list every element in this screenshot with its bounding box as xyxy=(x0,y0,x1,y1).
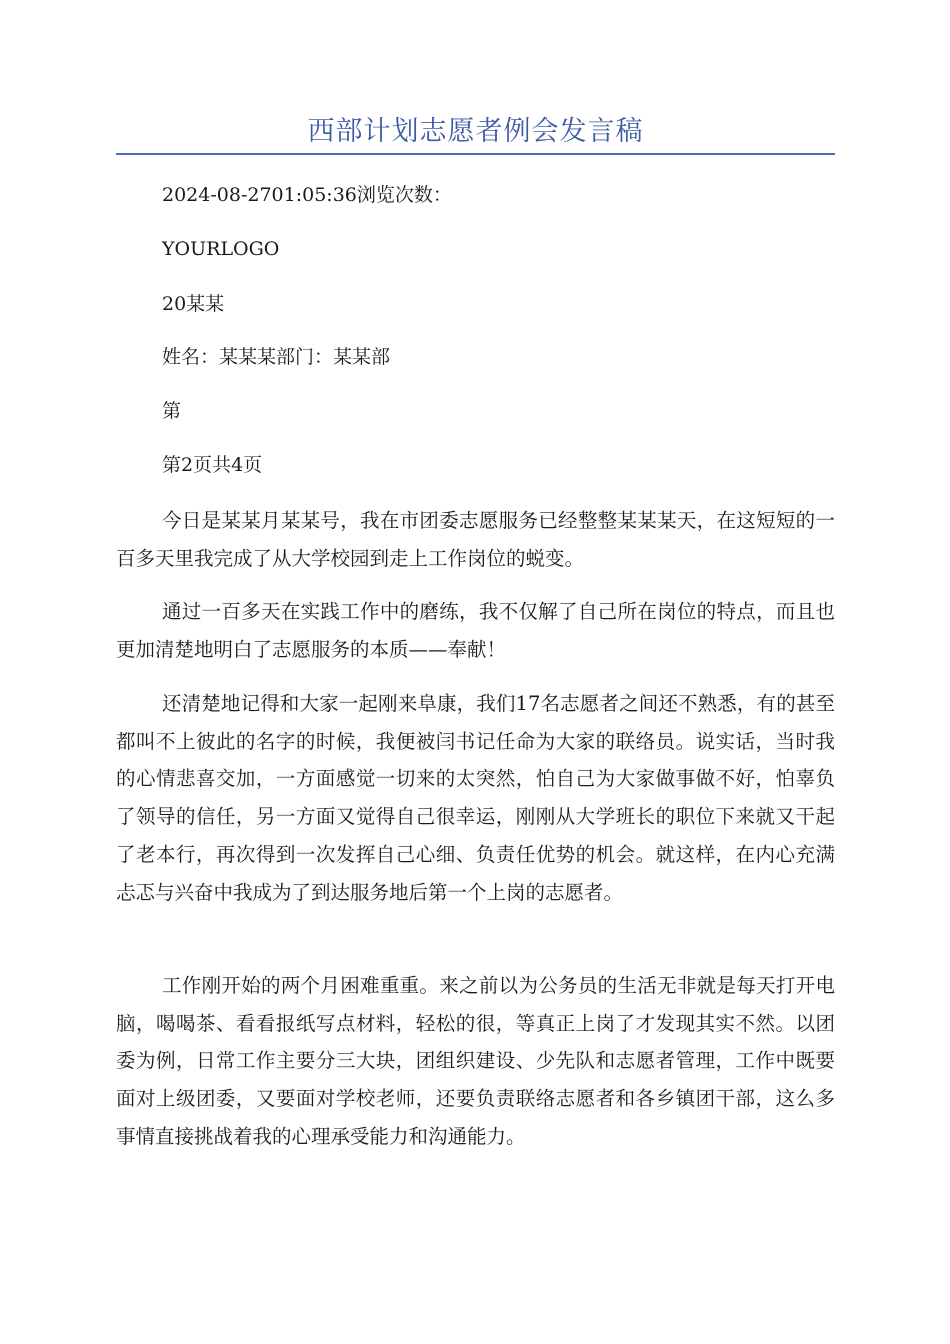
meta-name-department: 姓名：某某某部门：某某部 xyxy=(162,346,391,368)
meta-page-number: 第2页共4页 xyxy=(162,454,263,476)
meta-timestamp-views: 2024-08-2701:05:36浏览次数： xyxy=(162,184,452,206)
body-paragraph-2: 通过一百多天在实践工作中的磨练，我不仅解了自己所在岗位的特点，而且也更加清楚地明白了志愿服务的本质——奉献！ xyxy=(116,600,835,661)
body-paragraph-4: 工作刚开始的两个月困难重重。来之前以为公务员的生活无非就是每天打开电脑，喝喝茶、看看报纸写点材料，轻松的很，等真正上岗了才发现其实不然。以团委为例，日常工作主要分三大块，团组织建设、少先队和志愿者管理，工作中既要面对上级团委，又要面对学校老师，还要负责联络志愿者和各乡镇团干部，这么多事情直接挑战着我的心理承受能力和沟通能力。 xyxy=(116,974,835,1148)
title-underline xyxy=(116,153,835,155)
body-paragraph-1: 今日是某某月某某号，我在市团委志愿服务已经整整某某某天，在这短短的一百多天里我完成了从大学校园到走上工作岗位的蜕变。 xyxy=(116,509,835,570)
meta-di: 第 xyxy=(162,400,182,422)
body-paragraph-3: 还清楚地记得和大家一起刚来阜康，我们17名志愿者之间还不熟悉，有的甚至都叫不上彼此的名字的时候，我便被闫书记任命为大家的联络员。说实话，当时我的心情悲喜交加，一方面感觉一切来的太突然，怕自己为大家做事做不好，怕辜负了领导的信任，另一方面又觉得自己很幸运，刚刚从大学班长的职位下来就又干起了老本行，再次得到一次发挥自己心细、负责任优势的机会。就这样，在内心充满忐忑与兴奋中我成为了到达服务地后第一个上岗的志愿者。 xyxy=(116,692,835,904)
meta-logo-placeholder: YOURLOGO xyxy=(162,238,280,260)
page-title: 西部计划志愿者例会发言稿 xyxy=(307,116,644,147)
meta-year: 20某某 xyxy=(162,293,225,315)
